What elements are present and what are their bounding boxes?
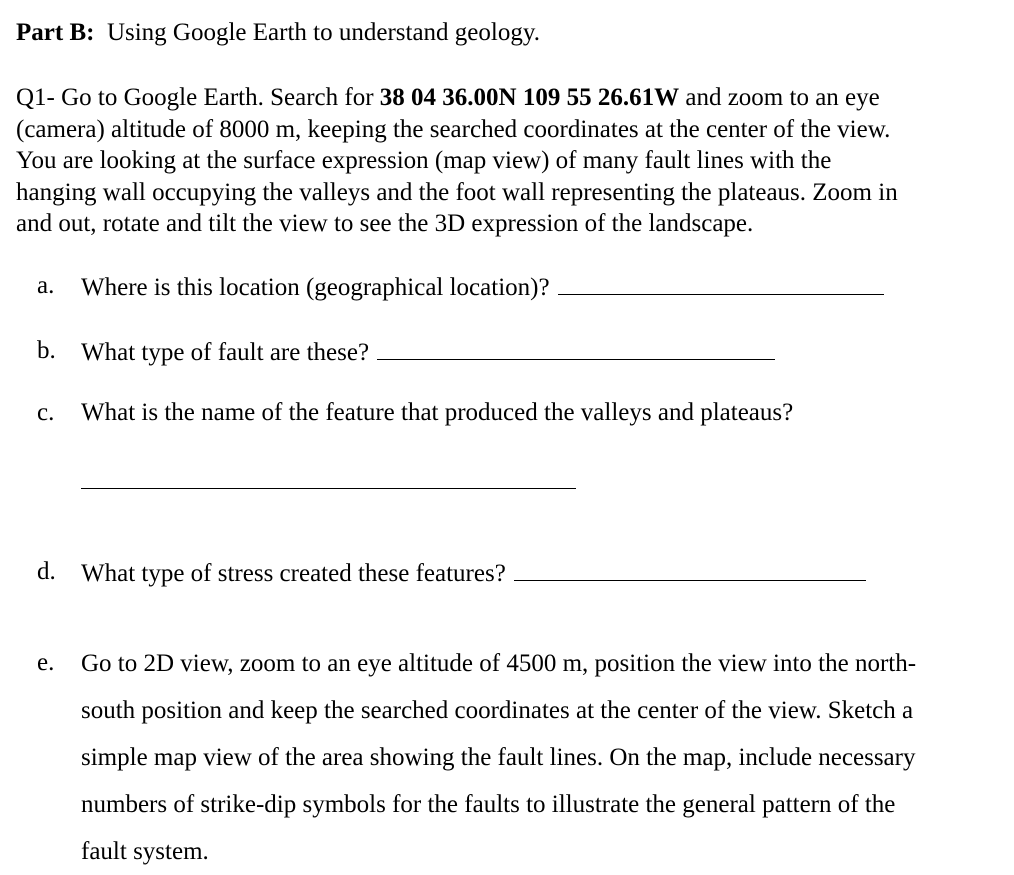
question-c-answer-blank[interactable] <box>81 488 576 489</box>
coordinates-text: 38 04 36.00N 109 55 26.61W <box>379 84 680 111</box>
question-b-text <box>81 335 775 369</box>
q1-intro-tail: and zoom to an eye <box>679 84 880 111</box>
question-e-line-3: simple map view of the area showing the fault lines. On the map, include necessary <box>81 744 916 771</box>
question-a-text <box>81 270 884 304</box>
question-d-marker: d. <box>37 558 56 585</box>
question-e-line-5: fault system. <box>81 838 209 865</box>
q1-line-4: hanging wall occupying the valleys and the foot wall representing the plateaus. Zoom in <box>16 178 898 206</box>
question-a-answer-blank[interactable] <box>558 270 884 295</box>
q1-intro-text: Q1- Go to Google Earth. Search for <box>16 84 380 111</box>
q1-line-1 <box>16 82 1006 114</box>
question-c-prompt: What is the name of the feature that produced the valleys and plateaus? <box>81 399 794 426</box>
question-e-line-1: Go to 2D view, zoom to an eye altitude of 4500 m, position the view into the north- <box>81 650 917 677</box>
part-title: Using Google Earth to understand geology. <box>106 19 540 46</box>
question-1-paragraph <box>16 82 1006 240</box>
question-d-prompt: What type of stress created these features? <box>81 560 506 587</box>
q1-line-3: You are looking at the surface expression (map view) of many fault lines with the <box>16 147 832 174</box>
question-e-marker: e. <box>37 649 55 676</box>
question-e <box>0 640 1014 870</box>
question-e-line-4: numbers of strike-dip symbols for the faults to illustrate the general pattern of the <box>81 791 896 818</box>
question-a-prompt: Where is this location (geographical location)? <box>81 274 550 301</box>
q1-line-2: (camera) altitude of 8000 m, keeping the searched coordinates at the center of the view. <box>16 115 891 143</box>
question-d-answer-blank[interactable] <box>514 556 866 581</box>
part-label: Part B: <box>16 19 95 46</box>
question-e-text <box>81 640 1006 875</box>
question-b-prompt: What type of fault are these? <box>81 339 370 366</box>
question-a-marker: a. <box>37 272 55 299</box>
q1-line-5: and out, rotate and tilt the view to see the 3D expression of the landscape. <box>16 210 754 237</box>
question-b-marker: b. <box>37 337 56 364</box>
question-c-marker: c. <box>37 399 55 426</box>
question-d-text <box>81 556 866 590</box>
section-title <box>16 16 540 50</box>
question-e-line-2: south position and keep the searched coordinates at the center of the view. Sketch a <box>81 697 914 724</box>
question-b-answer-blank[interactable] <box>377 335 775 360</box>
